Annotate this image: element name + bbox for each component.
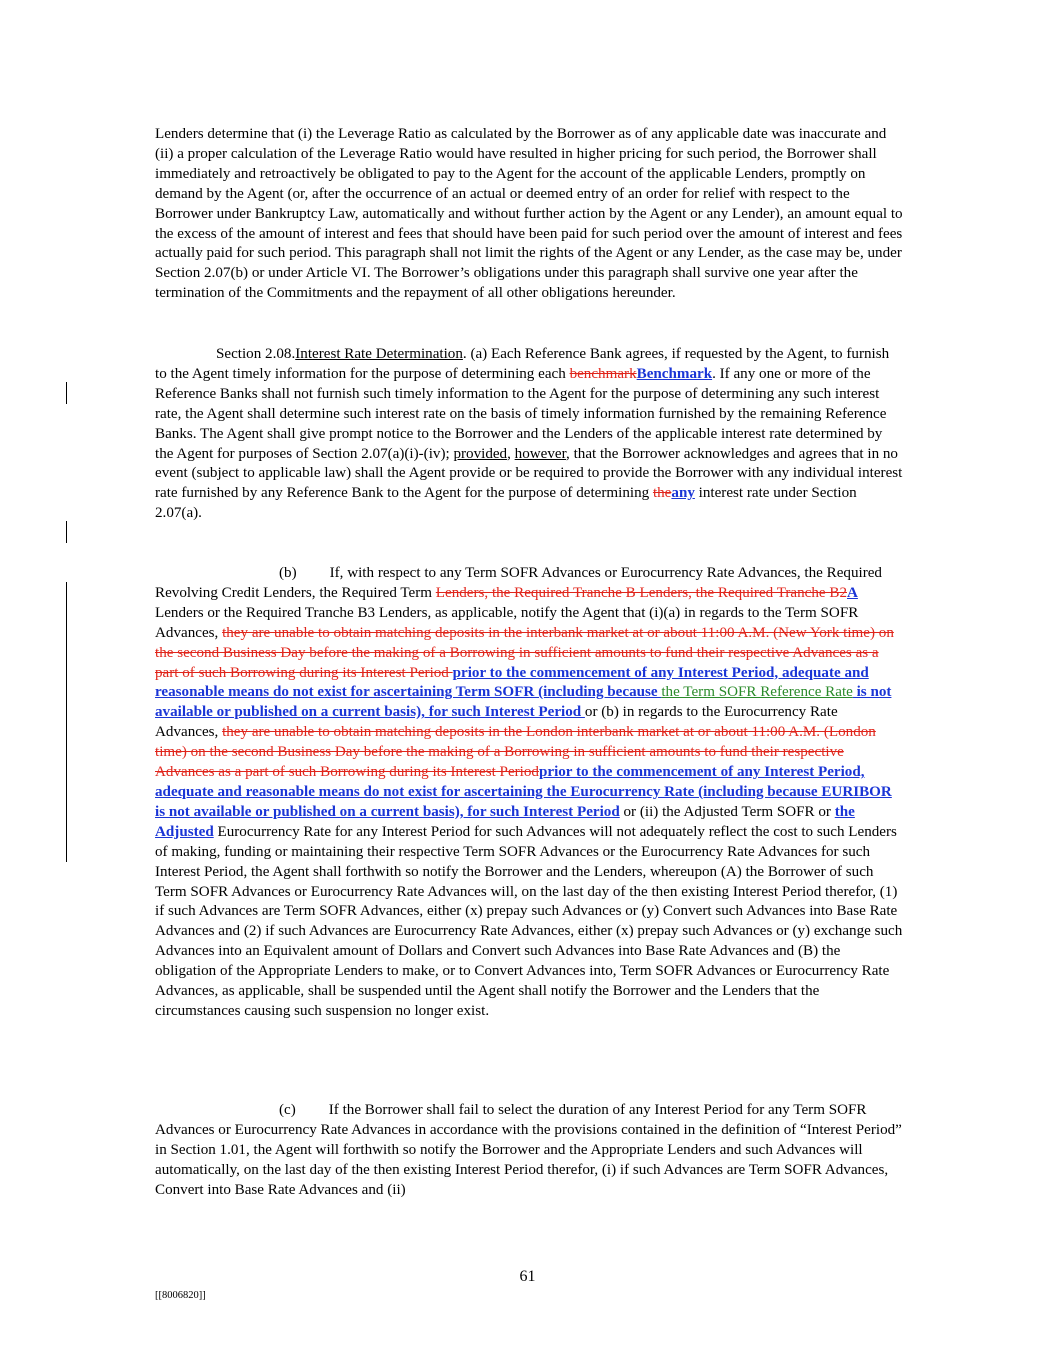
- deleted-text: Lenders, the Required Tranche B Lenders, the Required Tranche B2: [435, 584, 847, 601]
- paragraph-label: (b): [279, 565, 297, 581]
- deleted-text: the: [652, 485, 672, 502]
- section-2-08-paragraph: Section 2.08.Interest Rate Determination. (a) Each Reference Bank agrees, if requested by the Agent, to furnish to the Agent timely information for the purpose of determining each benchmarkBenchmark. If any one or more of the Reference Banks shall not furnish such timely information to the Agent for the purpose of determining any such interest rate, the Agent shall determine such interest rate on the basis of timely information furnished by the remaining Reference Banks. The Agent shall give prompt notice to the Borrower and the Lenders of the applicable interest rate determined by the Agent for purposes of Section 2.07(a)(i)-(iv); provided, however, that the Borrower acknowledges and agrees that in no event (subject to applicable law) shall the Agent provide or be required to provide the Borrower with any individual interest rate furnished by any Reference Bank to the Agent for the purpose of determining theany interest rate under Section 2.07(a).: [155, 346, 903, 522]
- change-bar: [66, 582, 67, 862]
- deleted-text: they are unable to obtain matching deposits in the London interbank market at or about 11:00 A.M. (London time) on the second Business Day before the making of a Borrowing in sufficient amounts to fund their respective Advances as a part of such Borrowing during its Interest Period: [155, 724, 876, 781]
- inserted-text: Benchmark: [636, 365, 713, 382]
- inserted-text: any: [671, 485, 695, 502]
- document-id: [[8006820]]: [155, 1290, 206, 1301]
- section-heading: Interest Rate Determination: [295, 346, 463, 362]
- paragraph-b: (b) If, with respect to any Term SOFR Advances or Eurocurrency Rate Advances, the Required Revolving Credit Lenders, the Required Term Lenders, the Required Tranche B Lenders, the Required Tranche B2A Lenders or the Required Tranche B3 Lenders, as applicable, notify the Agent that (i)(a) in regards to the Term SOFR Advances, they are unable to obtain matching deposits in the interbank market at or about 11:00 A.M. (New York time) on the second Business Day before the making of a Borrowing in sufficient amounts to fund their respective Advances as a part of such Borrowing during its Interest Period prior to the commencement of any Interest Period, adequate and reasonable means do not exist for ascertaining Term SOFR (including because the Term SOFR Reference Rate is not available or published on a current basis), for such Interest Period or (b) in regards to the Eurocurrency Rate Advances, they are unable to obtain matching deposits in the London interbank market at or about 11:00 A.M. (London time) on the second Business Day before the making of a Borrowing in sufficient amounts to fund their respective Advances as a part of such Borrowing during its Interest Periodprior to the commencement of any Interest Period, adequate and reasonable means do not exist for ascertaining the Eurocurrency Rate (including because EURIBOR is not available or published on a current basis), for such Interest Period or (ii) the Adjusted Term SOFR or the Adjusted Eurocurrency Rate for any Interest Period for such Advances will not adequately reflect the cost to such Lenders of making, funding or maintaining their respective Term SOFR Advances or the Eurocurrency Rate Advances for such Interest Period, the Agent shall forthwith so notify the Borrower and the Lenders, whereupon (A) the Borrower of such Term SOFR Advances or Eurocurrency Rate Advances will, on the last day of the then existing Interest Period therefor, (1) if such Advances are Term SOFR Advances, either (x) prepay such Advances or (y) Convert such Advances into Base Rate Advances and (2) if such Advances are Eurocurrency Rate Advances, either (x) prepay such Advances or (y) exchange such Advances into an Equivalent amount of Dollars and Convert such Advances into Base Rate Advances and (B) the obligation of the Appropriate Lenders to make, or to Convert Advances into, Term SOFR Advances or Eurocurrency Rate Advances, as applicable, shall be suspended until the Agent shall notify the Borrower and the Lenders that the circumstances causing such suspension no longer exist.: [155, 565, 903, 1019]
- inserted-text: the Adjusted: [155, 803, 855, 840]
- paragraph-c: (c) If the Borrower shall fail to select the duration of any Interest Period for any Term SOFR Advances or Eurocurrency Rate Advances in accordance with the provisions contained in the definition of “Interest Period” in Section 1.01, the Agent will forthwith so notify the Borrower and the Appropriate Lenders and such Advances will automatically, on the last day of the then existing Interest Period therefor, (i) if such Advances are Term SOFR Advances, Convert into Base Rate Advances and (ii): [155, 1102, 902, 1198]
- inserted-text: is not available or published on a current basis), for such Interest Period: [155, 684, 892, 721]
- paragraph-leverage-ratio: Lenders determine that (i) the Leverage Ratio as calculated by the Borrower as of any applicable date was inaccurate and (ii) a proper calculation of the Leverage Ratio would have resulted in higher pricing for such period, the Borrower shall immediately and retroactively be obligated to pay to the Agent for the account of the applicable Lenders, promptly on demand by the Agent (or, after the occurrence of an actual or deemed entry of an order for relief with respect to the Borrower under Bankruptcy Law, automatically and without further action by the Agent or any Lender), an amount equal to the excess of the amount of interest and fees that should have been paid for such period over the amount of interest and fees actually paid for such period. This paragraph shall not limit the rights of the Agent or any Lender, as the case may be, under Section 2.07(b) or under Article VI. The Borrower’s obligations under this paragraph shall survive one year after the termination of the Commitments and the repayment of all other obligations hereunder.: [155, 126, 903, 302]
- page-number: 61: [519, 1268, 536, 1285]
- change-bar: [66, 521, 67, 543]
- deleted-text: benchmark: [569, 365, 637, 382]
- change-bar: [66, 382, 67, 404]
- inserted-text: A: [847, 584, 858, 601]
- deleted-text: they are unable to obtain matching deposits in the interbank market at or about 11:00 A.M. (New York time) on the second Business Day before the making of a Borrowing in sufficient amounts to fund their respective Advances as a part of such Borrowing during its Interest Period: [155, 624, 894, 681]
- inserted-text: prior to the commencement of any Interest Period, adequate and reasonable means do not exist for ascertaining Term SOFR (including because: [155, 664, 869, 701]
- paragraph-label: (c): [279, 1102, 296, 1118]
- inserted-text: prior to the commencement of any Interest Period, adequate and reasonable means do not exist for ascertaining the Eurocurrency Rate (including because EURIBOR is not available or published on a current basis), for such Interest Period: [155, 764, 892, 820]
- moved-text: the Term SOFR Reference Rate: [661, 684, 853, 701]
